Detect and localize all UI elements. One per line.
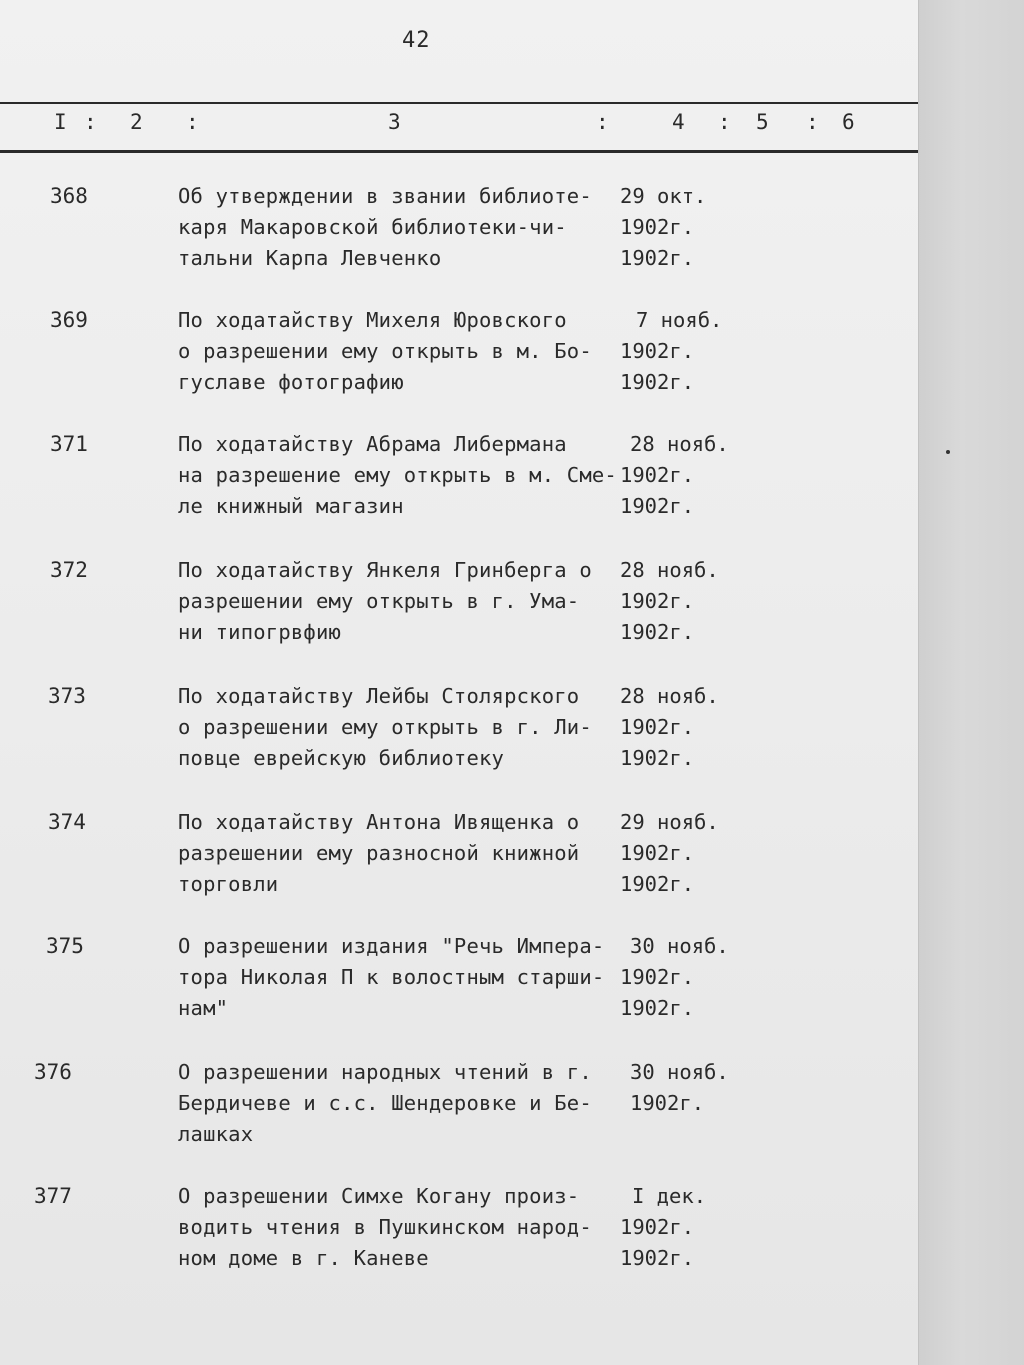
entry-text-line: По ходатайству Абрама Либермана [178, 432, 567, 456]
page-edge-shadow [918, 0, 1024, 1365]
entry-text-line: каря Макаровской библиотеки-чи- [178, 215, 567, 239]
entry-date: 1902г. [620, 246, 695, 270]
list-item [0, 558, 918, 678]
entry-text-line: тальни Карпа Левченко [178, 246, 442, 270]
column-header-row [0, 110, 918, 140]
column-header-6: 6 [842, 110, 855, 134]
column-header-3: 3 [388, 110, 401, 134]
entry-date: 1902г. [620, 463, 695, 487]
entry-text-line: нам" [178, 996, 229, 1020]
list-item [0, 432, 918, 552]
entry-date: 1902г. [620, 965, 695, 989]
entry-text-line: О разрешении народных чтений в г. [178, 1060, 592, 1084]
entry-text-line: водить чтения в Пушкинском народ- [178, 1215, 592, 1239]
entry-text-line: Бердичеве и с.с. Шендеровке и Бе- [178, 1091, 592, 1115]
entry-text-line: на разрешение ему открыть в м. Сме- [178, 463, 617, 487]
column-header-4: 4 [672, 110, 685, 134]
entry-text-line: По ходатайству Антона Ивященка о [178, 810, 580, 834]
list-item [0, 308, 918, 428]
entry-text-line: разрешении ему открыть в г. Ума- [178, 589, 580, 613]
entry-date: 1902г. [620, 746, 695, 770]
entry-date: 30 нояб. [630, 1060, 729, 1084]
entry-text-line: повце еврейскую библиотеку [178, 746, 505, 770]
entry-number: 372 [50, 558, 88, 582]
entry-date: 1902г. [620, 872, 695, 896]
entry-date: 29 нояб. [620, 810, 719, 834]
entry-text-line: лашках [178, 1122, 254, 1146]
page-number: 42 [402, 28, 431, 53]
column-header-separator: : [718, 110, 731, 134]
entry-date: 1902г. [620, 841, 695, 865]
entry-date: 1902г. [620, 1215, 695, 1239]
entry-text-line: По ходатайству Лейбы Столярского [178, 684, 580, 708]
entry-text-line: О разрешении издания "Речь Импера- [178, 934, 605, 958]
entry-text-line: По ходатайству Янкеля Гринберга о [178, 558, 592, 582]
entry-number: 369 [50, 308, 88, 332]
entry-date: 28 нояб. [630, 432, 729, 456]
entry-date: 29 окт. [620, 184, 707, 208]
list-item [0, 1060, 918, 1180]
column-header-1: I [54, 110, 67, 134]
entry-number: 377 [34, 1184, 72, 1208]
entry-date: I дек. [632, 1184, 707, 1208]
entry-date: 1902г. [620, 494, 695, 518]
entry-date: 1902г. [620, 215, 695, 239]
entry-number: 373 [48, 684, 86, 708]
entry-number: 368 [50, 184, 88, 208]
entry-text-line: о разрешении ему открыть в г. Ли- [178, 715, 592, 739]
column-header-2: 2 [130, 110, 143, 134]
entry-number: 375 [46, 934, 84, 958]
entry-text-line: ни типогрвфию [178, 620, 342, 644]
list-item [0, 934, 918, 1054]
entry-text-line: разрешении ему разносной книжной [178, 841, 580, 865]
entry-date: 1902г. [620, 339, 695, 363]
entry-text-line: Об утверждении в звании библиоте- [178, 184, 592, 208]
entry-date: 1902г. [620, 589, 695, 613]
column-header-5: 5 [756, 110, 769, 134]
column-header-separator: : [806, 110, 819, 134]
column-header-separator: : [84, 110, 97, 134]
entry-date: 1902г. [620, 1246, 695, 1270]
entry-date: 30 нояб. [630, 934, 729, 958]
entry-number: 376 [34, 1060, 72, 1084]
entry-text-line: торговли [178, 872, 279, 896]
entry-date: 28 нояб. [620, 558, 719, 582]
column-header-separator: : [596, 110, 609, 134]
list-item [0, 684, 918, 804]
entry-text-line: тора Николая П к волостным старши- [178, 965, 605, 989]
entry-number: 374 [48, 810, 86, 834]
entry-number: 371 [50, 432, 88, 456]
entry-text-line: ном доме в г. Каневе [178, 1246, 429, 1270]
entry-date: 1902г. [620, 715, 695, 739]
entry-date: 7 нояб. [636, 308, 723, 332]
header-top-rule [0, 102, 918, 104]
entry-text-line: гуславе фотографию [178, 370, 404, 394]
entry-date: 1902г. [630, 1091, 705, 1115]
paper-speck [946, 450, 950, 454]
entry-text-line: о разрешении ему открыть в м. Бо- [178, 339, 592, 363]
list-item [0, 1184, 918, 1304]
entry-date: 1902г. [620, 370, 695, 394]
entry-text-line: По ходатайству Михеля Юровского [178, 308, 567, 332]
list-item [0, 810, 918, 930]
header-bottom-rule [0, 150, 918, 153]
list-item [0, 184, 918, 304]
entry-date: 1902г. [620, 620, 695, 644]
entry-date: 1902г. [620, 996, 695, 1020]
entry-text-line: О разрешении Симхе Когану произ- [178, 1184, 580, 1208]
entry-text-line: ле книжный магазин [178, 494, 404, 518]
entry-date: 28 нояб. [620, 684, 719, 708]
column-header-separator: : [186, 110, 199, 134]
